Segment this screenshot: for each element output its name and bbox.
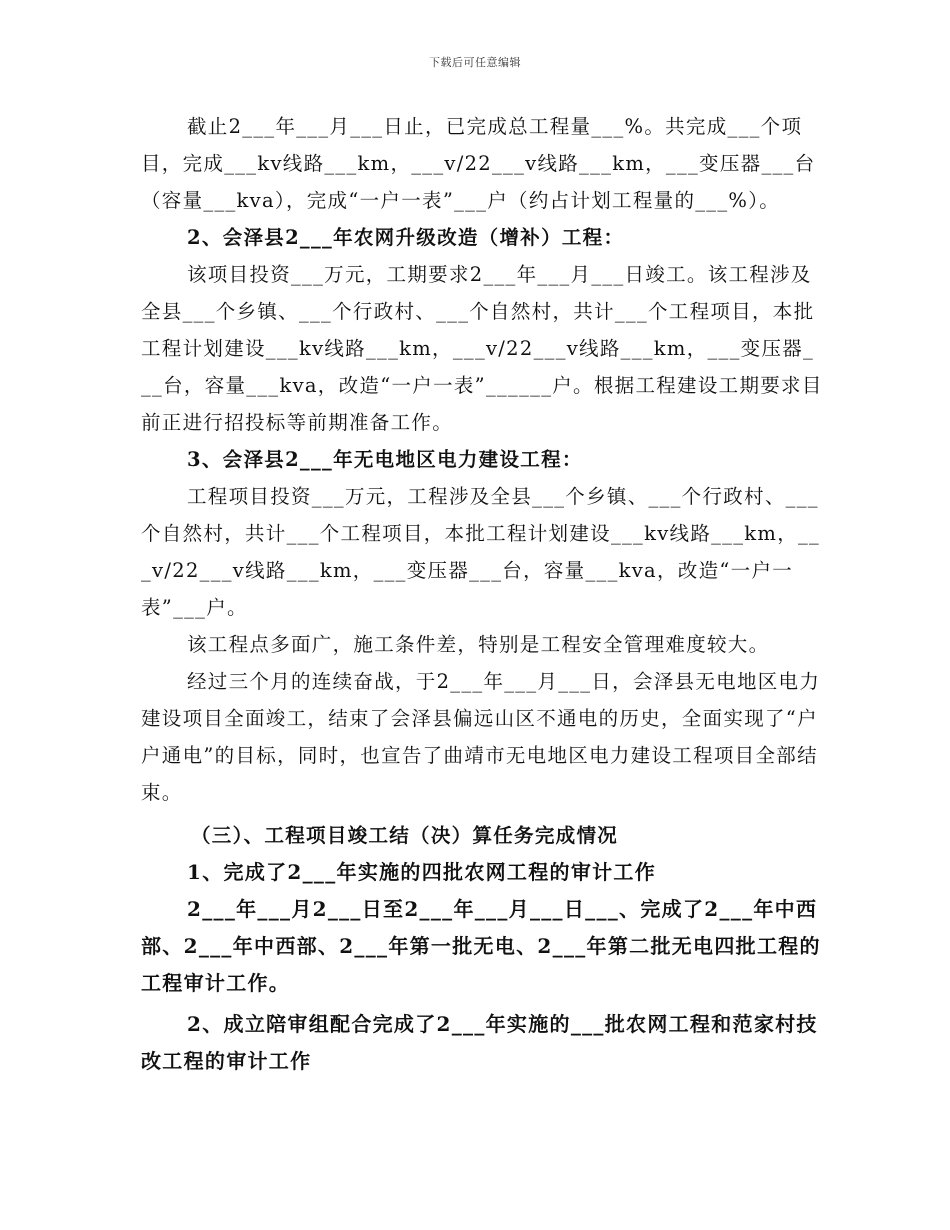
section-3-item-1-title: 1、完成了2___年实施的四批农网工程的审计工作 — [187, 860, 657, 884]
paragraph-completion: 经过三个月的连续奋战，于2___年___月___日，会泽县无电地区电力建设项目全面竣工，结束了会泽县偏远山区不通电的历史，全面实现了“户户通电”的目标，同时，也宣告了曲靖市无电地区电力建设工程项目全部结束。 — [141, 670, 821, 804]
heading-project-3: 3、会泽县2___年无电地区电力建设工程： — [187, 448, 583, 471]
paragraph-progress: 截止2___年___月___日止，已完成总工程量___%。共完成___个项目，完成___kv线路___km，___v/22___v线路___km，___变压器___台（容量___kva），完成“一户一表”___户（约占计划工程量的___%）。 — [141, 115, 816, 212]
page-header: 下载后可任意编辑 — [429, 56, 521, 69]
section-3-item-2: 2、成立陪审组配合完成了2___年实施的___批农网工程和范家村技改工程的审计工作 — [141, 1012, 818, 1073]
section-heading-3: （三）、工程项目竣工结（决）算任务完成情况 — [191, 824, 619, 847]
paragraph-project-3: 工程项目投资___万元，工程涉及全县___个乡镇、___个行政村、___个自然村，共计___个工程项目，本批工程计划建设___kv线路___km，___v/22___v线路___km，___变压器___台，容量___kva，改造“一户一表”___户。 — [141, 485, 821, 619]
heading-project-2: 2、会泽县2___年农网升级改造（增补）工程： — [187, 226, 625, 249]
paragraph-difficulty: 该工程点多面广，施工条件差，特别是工程安全管理难度较大。 — [187, 633, 770, 656]
document-body — [141, 108, 825, 1080]
paragraph-project-2: 该项目投资___万元，工期要求2___年___月___日竣工。该工程涉及全县___个乡镇、___个行政村、___个自然村，共计___个工程项目，本批工程计划建设___kv线路___km，___v/22___v线路___km，___变压器___台，容量___kva，改造“一户一表”______户。根据工程建设工期要求目前正进行招投标等前期准备工作。 — [141, 263, 823, 434]
section-3-item-1-body: 2___年___月2___日至2___年___月___日___、完成了2___年中西部、2___年中西部、2___年第一批无电、2___年第二批无电四批工程的工程审计工作。 — [141, 897, 821, 995]
